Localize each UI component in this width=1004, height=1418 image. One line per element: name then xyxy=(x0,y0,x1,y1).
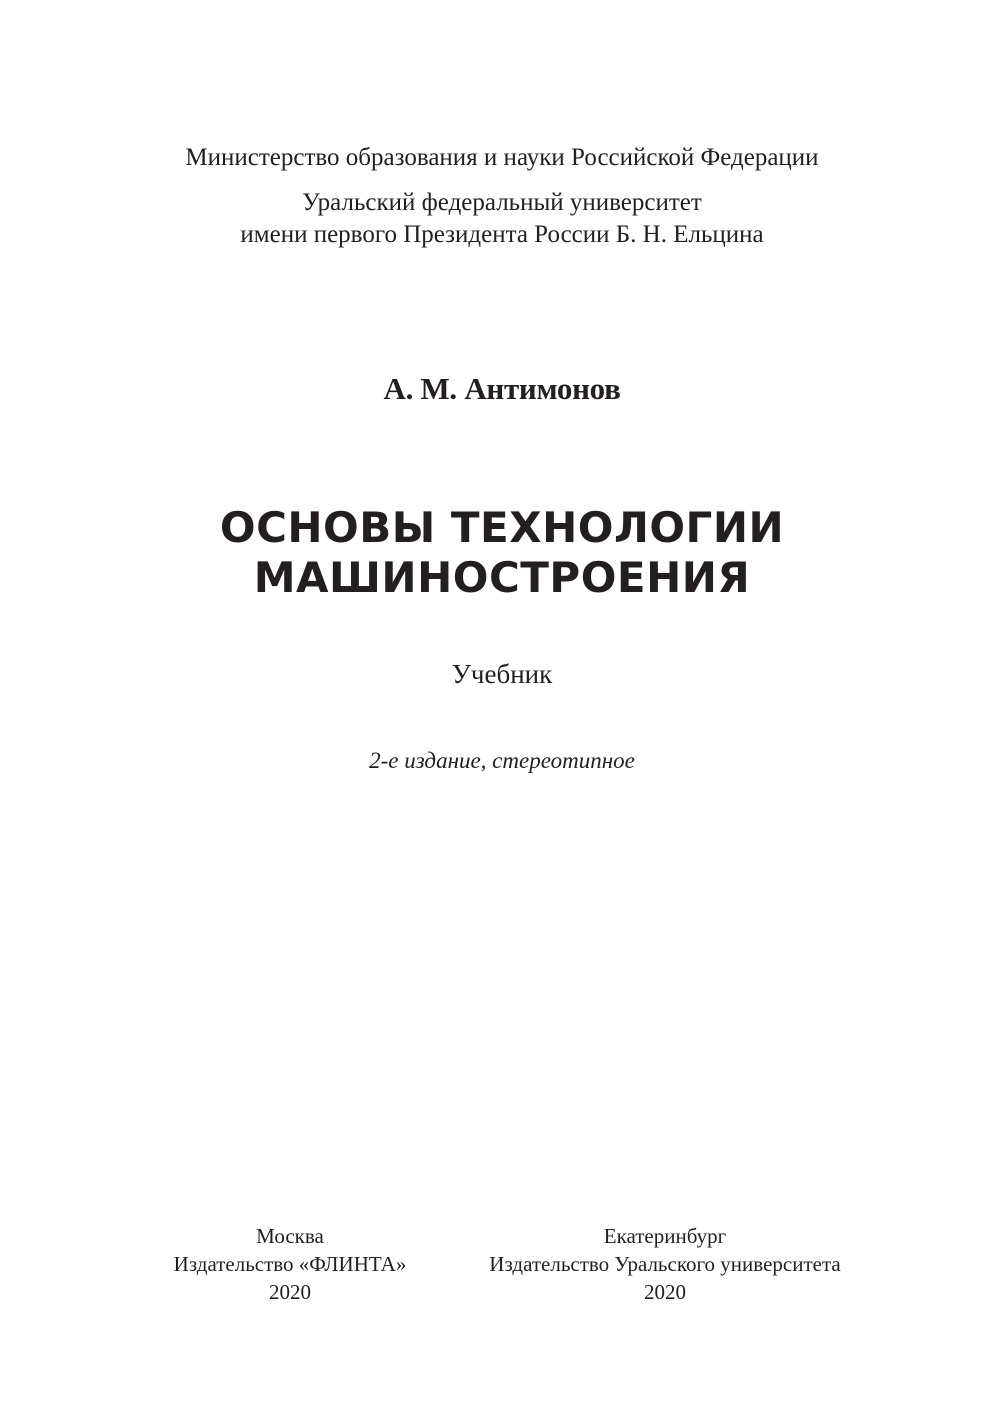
publisher-year: 2020 xyxy=(644,1280,686,1304)
book-genre: Учебник xyxy=(451,659,553,689)
book-title-line-2: МАШИНОСТРОЕНИЯ xyxy=(253,553,751,602)
book-title-line-1: ОСНОВЫ ТЕХНОЛОГИИ xyxy=(219,503,785,552)
publisher-city: Екатеринбург xyxy=(603,1224,727,1248)
publisher-city: Москва xyxy=(256,1224,324,1248)
university-line-2: имени первого Президента России Б. Н. Ельцина xyxy=(240,221,764,248)
publisher-name: Издательство «ФЛИНТА» xyxy=(173,1252,407,1276)
ministry-label: Министерство образования и науки Российской Федерации xyxy=(185,144,819,171)
publisher-name: Издательство Уральского университета xyxy=(489,1252,841,1276)
university-line-1: Уральский федеральный университет xyxy=(302,189,702,216)
ministry-name xyxy=(0,142,1004,174)
university-name xyxy=(0,187,1004,251)
edition-note: 2-е издание, стереотипное xyxy=(369,748,635,773)
publisher-moscow xyxy=(130,1222,450,1306)
publisher-ekaterinburg xyxy=(470,1222,860,1306)
author-name: А. М. Антимонов xyxy=(383,371,621,406)
book-title xyxy=(0,503,1004,603)
publisher-year: 2020 xyxy=(269,1280,311,1304)
